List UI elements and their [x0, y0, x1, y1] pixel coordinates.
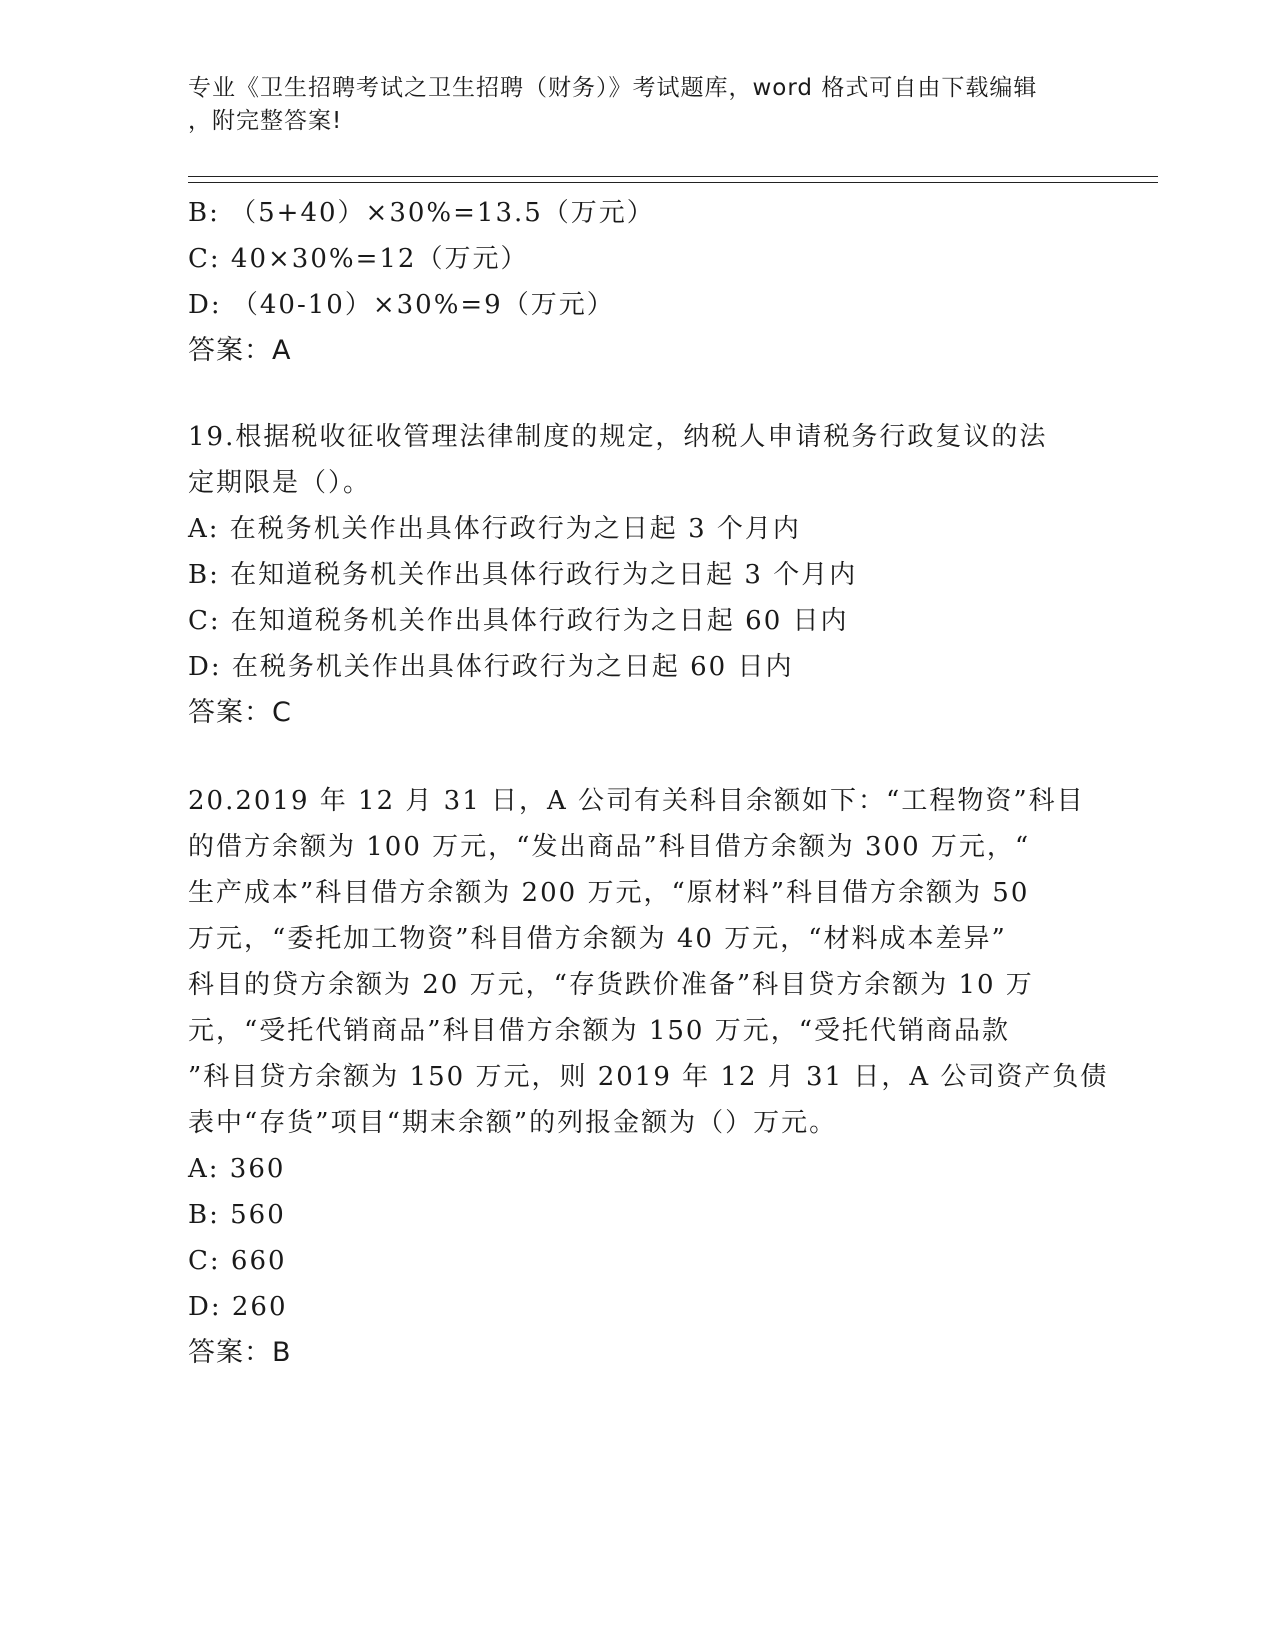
- question-text-line: 元，“受托代销商品”科目借方余额为 150 万元，“受托代销商品款: [188, 1016, 1011, 1046]
- header-line-1: 专业《卫生招聘考试之卫生招聘（财务）》考试题库，word 格式可自由下载编辑: [188, 75, 1038, 101]
- option-a: A: 360: [188, 1154, 286, 1184]
- document-header: [188, 72, 1078, 138]
- spacer: [188, 736, 1078, 778]
- option-b: B: （5+40）×30%=13.5（万元）: [188, 198, 655, 228]
- answer: 答案：A: [188, 335, 292, 366]
- question-text-line: 定期限是（）。: [188, 468, 372, 498]
- question-text-line: 万元，“委托加工物资”科目借方余额为 40 万元，“材料成本差异”: [188, 924, 1007, 954]
- question-text-line: 表中“存货”项目“期末余额”的列报金额为（）万元。: [188, 1108, 838, 1138]
- question-text-line: 20.2019 年 12 月 31 日，A 公司有关科目余额如下：“工程物资”科目: [188, 786, 1085, 816]
- question-text-line: 科目的贷方余额为 20 万元，“存货跌价准备”科目贷方余额为 10 万: [188, 970, 1034, 1000]
- question-text-line: 的借方余额为 100 万元，“发出商品”科目借方余额为 300 万元，“: [188, 832, 1031, 862]
- option-c: C: 40×30%=12（万元）: [188, 244, 529, 274]
- question-content: [188, 190, 1109, 1376]
- prev-question: [188, 190, 1078, 374]
- option-d: D: 在税务机关作出具体行政行为之日起 60 日内: [188, 652, 794, 682]
- header-line-2: ，附完整答案!: [188, 108, 343, 134]
- question-19: [188, 414, 1078, 736]
- question-text-line: 生产成本”科目借方余额为 200 万元，“原材料”科目借方余额为 50: [188, 878, 1030, 908]
- question-20: [188, 778, 1109, 1376]
- option-b: B: 在知道税务机关作出具体行政行为之日起 3 个月内: [188, 560, 858, 590]
- option-d: D: 260: [188, 1292, 288, 1322]
- question-text-line: ”科目贷方余额为 150 万元，则 2019 年 12 月 31 日，A 公司资产负债: [188, 1062, 1109, 1092]
- option-d: D: （40-10）×30%=9（万元）: [188, 290, 615, 320]
- answer: 答案：C: [188, 697, 292, 728]
- option-b: B: 560: [188, 1200, 286, 1230]
- option-a: A: 在税务机关作出具体行政行为之日起 3 个月内: [188, 514, 801, 544]
- option-c: C: 660: [188, 1246, 287, 1276]
- header-divider-bottom: [188, 182, 1158, 183]
- header-divider-top: [188, 176, 1158, 177]
- answer: 答案：B: [188, 1337, 292, 1368]
- question-text-line: 19.根据税收征收管理法律制度的规定，纳税人申请税务行政复议的法: [188, 422, 1048, 452]
- spacer: [188, 374, 1078, 414]
- option-c: C: 在知道税务机关作出具体行政行为之日起 60 日内: [188, 606, 849, 636]
